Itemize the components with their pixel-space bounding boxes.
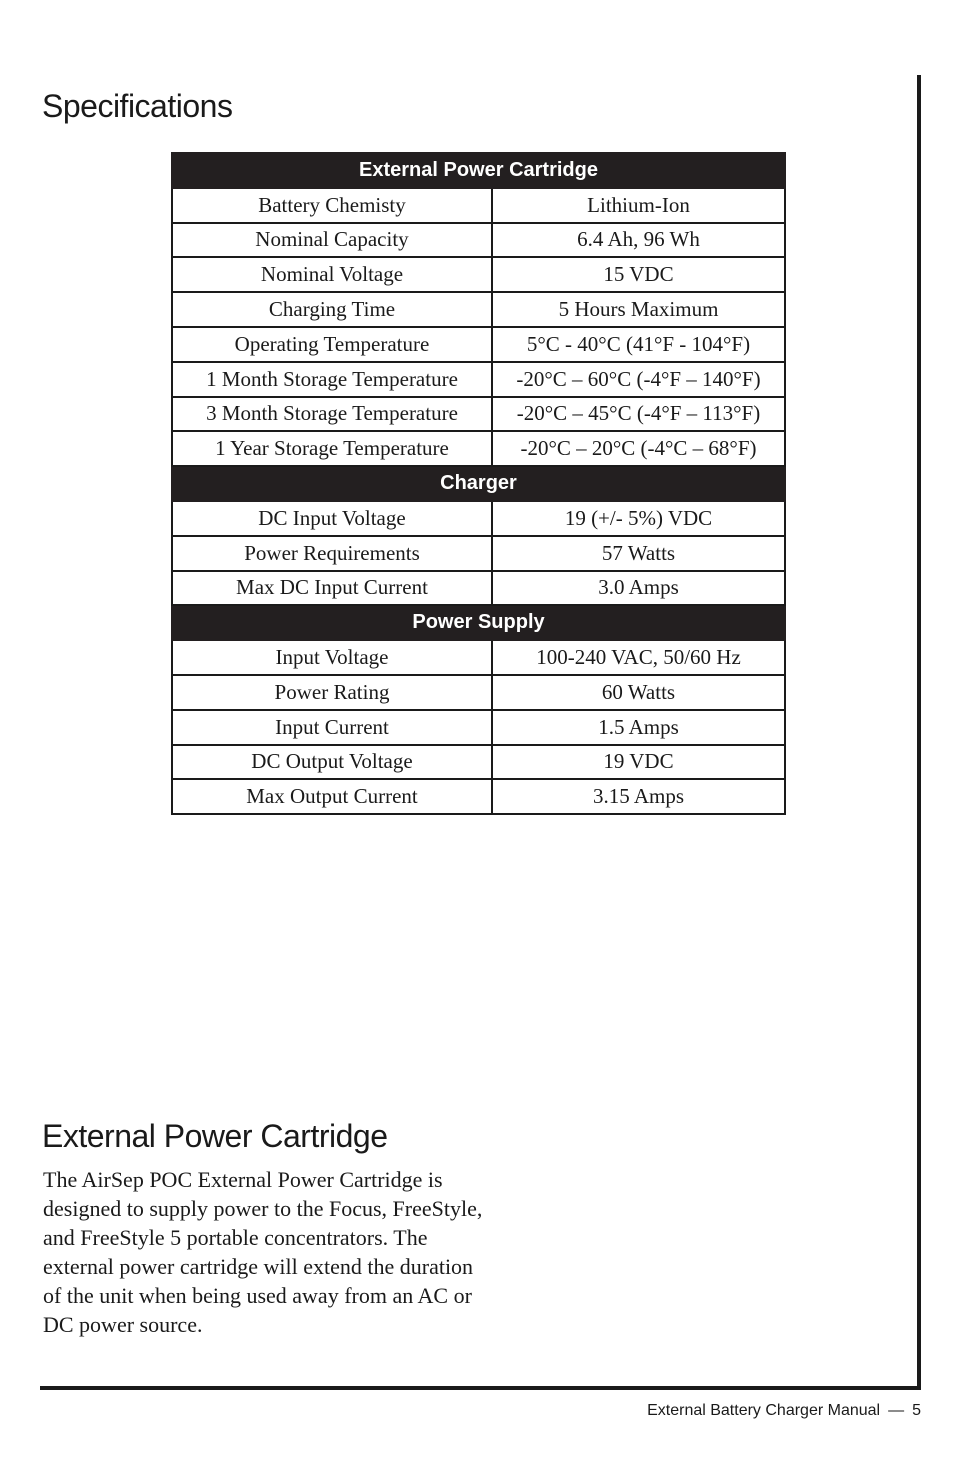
spec-value: Lithium-Ion [492,188,785,223]
spec-value: 57 Watts [492,536,785,571]
spec-value: 1.5 Amps [492,710,785,745]
table-row [172,431,785,466]
table-row [172,745,785,780]
section-header-row [172,153,785,188]
spec-value: 60 Watts [492,675,785,710]
spec-label: Input Voltage [172,640,492,675]
spec-value: -20°C – 60°C (-4°F – 140°F) [492,362,785,397]
spec-label: Nominal Voltage [172,257,492,292]
spec-label: 1 Month Storage Temperature [172,362,492,397]
table-row [172,710,785,745]
spec-value: 5 Hours Maximum [492,292,785,327]
table-row [172,292,785,327]
section-header-row [172,466,785,501]
spec-value: -20°C – 20°C (-4°C – 68°F) [492,431,785,466]
table-row [172,362,785,397]
spec-label: DC Output Voltage [172,745,492,780]
section-header-external-power-cartridge: External Power Cartridge [172,153,785,188]
page-footer [647,1402,921,1420]
spec-value: 3.15 Amps [492,779,785,814]
specifications-heading: Specifications [42,88,233,124]
external-power-cartridge-heading: External Power Cartridge [42,1118,388,1154]
spec-label: DC Input Voltage [172,501,492,536]
table-row [172,571,785,606]
bottom-border-rule [40,1386,921,1390]
spec-label: Power Rating [172,675,492,710]
table-row [172,223,785,258]
spec-value: 5°C - 40°C (41°F - 104°F) [492,327,785,362]
spec-value: 100-240 VAC, 50/60 Hz [492,640,785,675]
table-row [172,397,785,432]
spec-value: 6.4 Ah, 96 Wh [492,223,785,258]
spec-label: 1 Year Storage Temperature [172,431,492,466]
spec-value: 19 VDC [492,745,785,780]
spec-label: Max DC Input Current [172,571,492,606]
manual-title: External Battery Charger Manual [647,1402,881,1419]
table-row [172,640,785,675]
table-row [172,257,785,292]
spec-value: 15 VDC [492,257,785,292]
table-row [172,779,785,814]
section-header-row [172,605,785,640]
table-row [172,501,785,536]
table-row [172,536,785,571]
right-border-rule [917,75,921,1390]
spec-value: -20°C – 45°C (-4°F – 113°F) [492,397,785,432]
table-row [172,675,785,710]
spec-value: 19 (+/- 5%) VDC [492,501,785,536]
spec-label: Input Current [172,710,492,745]
spec-label: Power Requirements [172,536,492,571]
spec-label: Operating Temperature [172,327,492,362]
spec-label: Charging Time [172,292,492,327]
table-row [172,188,785,223]
specifications-table [171,152,786,815]
description-paragraph: The AirSep POC External Power Cartridge is designed to supply power to the Focus, FreeStyle, and FreeStyle 5 portable concentrators. The external power cartridge will extend the duration of the unit when being used away from an AC or DC power source. [43,1167,483,1337]
spec-label: 3 Month Storage Temperature [172,397,492,432]
section-header-power-supply: Power Supply [172,605,785,640]
footer-separator: — [888,1402,905,1419]
table-row [172,327,785,362]
spec-label: Nominal Capacity [172,223,492,258]
spec-label: Max Output Current [172,779,492,814]
spec-value: 3.0 Amps [492,571,785,606]
spec-label: Battery Chemisty [172,188,492,223]
section-header-charger: Charger [172,466,785,501]
page-number: 5 [912,1402,921,1419]
